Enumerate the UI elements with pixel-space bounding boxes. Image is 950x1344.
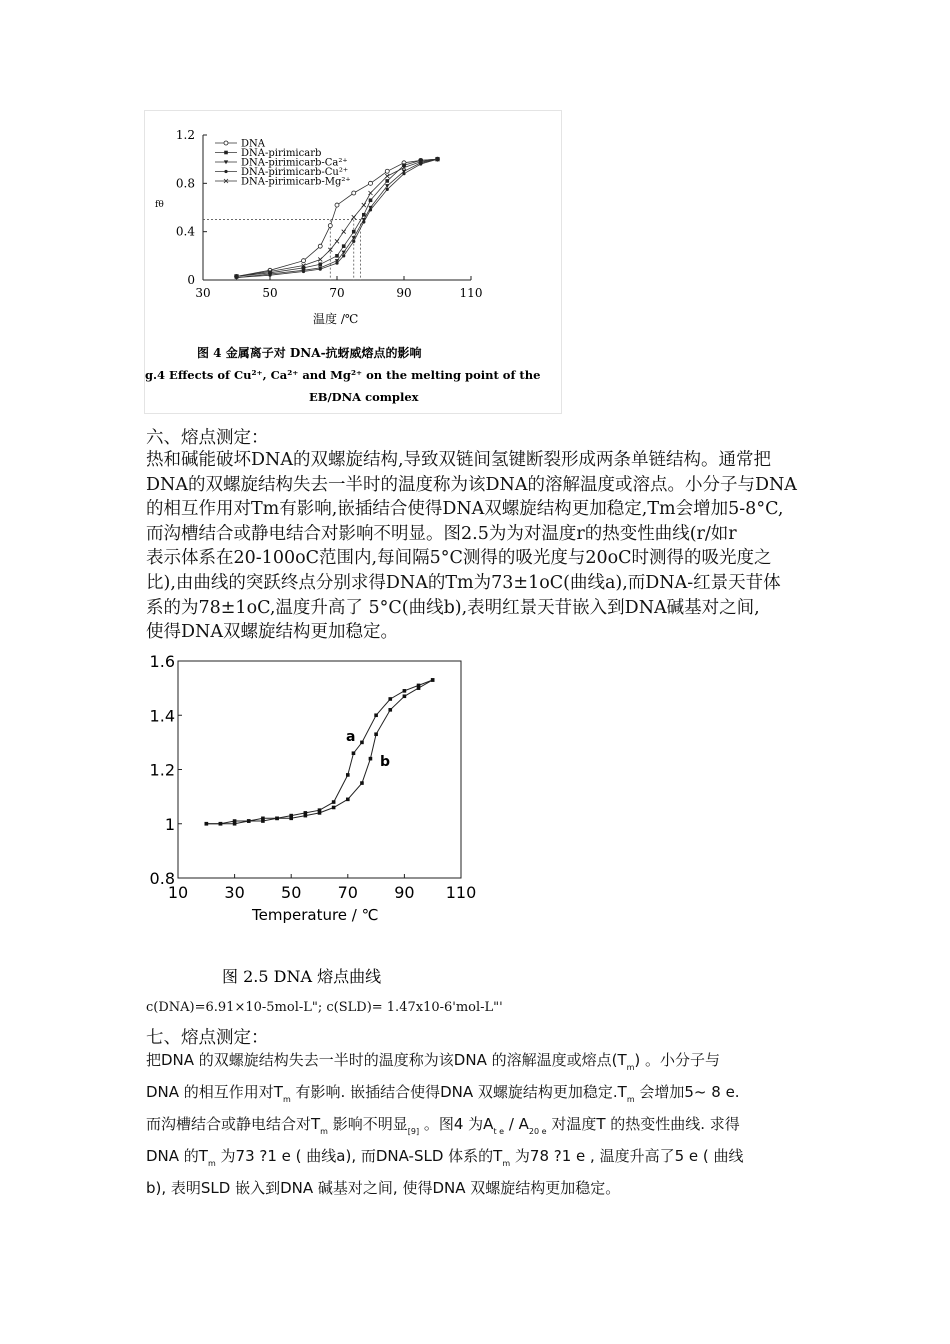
section-7-line-5: b), 表明SLD 嵌入到DNA 碱基对之间, 使得DNA 双螺旋结构更加稳定。 — [146, 1179, 621, 1197]
fig1-y-tick-label: 1.2 — [175, 128, 195, 142]
section-6-line: 使得DNA双螺旋结构更加稳定。 — [146, 622, 398, 643]
fig1-y-tick-label: 0 — [187, 273, 195, 287]
fig2-caption: 图 2.5 DNA 熔点曲线 — [222, 967, 382, 986]
section-6-line: 热和碱能破坏DNA的双螺旋结构,导致双链间氢键断裂形成两条单链结构。通常把 — [146, 450, 772, 470]
fig2-x-tick-label: 70 — [337, 883, 358, 902]
fig1-legend-label: DNA — [241, 138, 265, 150]
section-7-line-2: DNA 的相互作用对$T_m$ 有影响. 嵌插结合使得DNA 双螺旋结构更加稳定$.T_m$ 会增加5~ 8 e. — [146, 1083, 740, 1104]
fig2-xlabel: Temperature / ℃ — [252, 906, 379, 924]
fig2-data-point — [352, 751, 356, 755]
fig1-data-point — [342, 244, 346, 248]
fig1-data-point — [352, 240, 355, 243]
fig2-y-tick-label: 0.8 — [149, 869, 175, 888]
fig2-data-point — [233, 822, 237, 826]
fig2-data-point — [219, 822, 223, 826]
fig2-data-point — [369, 757, 373, 761]
fig1-legend-marker — [224, 170, 227, 173]
fig1-data-point — [369, 208, 372, 211]
fig2-x-tick-label: 10 — [167, 883, 189, 902]
fig1-data-point — [302, 259, 306, 263]
fig1-data-point — [362, 220, 365, 223]
fig2-data-point — [374, 732, 378, 736]
section-6-line: 系的为78±1oC,温度升高了 5°C(曲线b),表明红景天苷嵌入到DNA碱基对之间, — [146, 597, 760, 618]
section-6-heading: 六、熔点测定： — [146, 428, 269, 448]
fig2-data-point — [261, 819, 265, 823]
fig1-data-point — [342, 254, 345, 257]
figure-2 — [144, 650, 484, 996]
fig2-data-point — [417, 686, 421, 690]
figure-1-chart — [145, 111, 561, 413]
fig1-data-point — [385, 179, 389, 183]
fig2-data-point — [374, 713, 378, 717]
fig2-data-point — [403, 689, 407, 693]
section-7-body — [146, 1048, 826, 1201]
fig1-data-point — [335, 203, 339, 207]
figure-1 — [144, 110, 562, 414]
fig1-data-point — [362, 213, 366, 217]
fig2-label-a: a — [346, 729, 356, 745]
fig2-y-tick-label: 1 — [164, 814, 175, 834]
fig1-y-tick-label: 0.8 — [175, 176, 195, 191]
fig2-y-tick-label: 1.2 — [149, 760, 175, 780]
fig2-data-point — [332, 806, 336, 810]
fig2-data-point — [346, 798, 350, 802]
fig2-data-point — [403, 694, 407, 698]
fig2-y-tick-label: 1.6 — [149, 652, 175, 671]
fig1-x-tick-label: 70 — [329, 286, 345, 300]
fig1-data-point — [302, 270, 305, 273]
figure-2-chart — [144, 650, 484, 996]
fig2-data-point — [388, 708, 392, 712]
fig1-x-tick-label: 30 — [195, 286, 211, 300]
fig1-data-point — [369, 198, 373, 202]
fig1-y-tick-label: 0.4 — [175, 224, 195, 239]
fig1-data-point — [335, 261, 338, 264]
fig1-legend-label: DNA-pirimicarb — [241, 148, 322, 159]
section-6-line: 的相互作用对Tm有影响,嵌插结合使得DNA双螺旋结构更加稳定,Tm会增加5-8°C, — [146, 499, 784, 520]
fig1-x-tick-label: 50 — [262, 286, 278, 300]
section-7-line-3: 而沟槽结合或静电结合对$T_m$ 影响不明显$_{[9]}$ 。图4 为$A_{t e} / A_{20 e}$ 对温度T 的热变性曲线. 求得 — [146, 1115, 740, 1136]
fig1-data-point — [385, 169, 389, 173]
fig2-x-tick-label: 110 — [445, 883, 477, 902]
section-7-heading: 七、熔点测定： — [146, 1028, 269, 1048]
fig2-label-b: b — [380, 754, 391, 770]
section-6-line: 比),由曲线的突跃终点分别求得DNA的Tm为73±1oC(曲线a),而DNA-红景天苷体 — [146, 572, 781, 593]
section-6-line: DNA的双螺旋结构失去一半时的温度称为该DNA的溶解温度或溶点。小分子与DNA — [146, 474, 797, 495]
section-7-line-1: 把DNA 的双螺旋结构失去一半时的温度称为该DNA 的溶解温度或熔点$(T_m)$ 。小分子与 — [146, 1051, 721, 1072]
fig2-data-point — [360, 781, 364, 785]
concentration-line: c(DNA)=6.91×10-5mol-L"; c(SLD)= 1.47x10-6'mol-L"' — [146, 1000, 503, 1015]
fig1-x-tick-label: 110 — [459, 286, 483, 300]
fig2-data-point — [318, 811, 322, 815]
fig1-data-point — [268, 274, 271, 277]
fig1-data-point — [328, 224, 332, 228]
fig2-data-point — [332, 800, 336, 804]
fig2-x-tick-label: 30 — [224, 883, 245, 902]
fig1-x-tick-label: 90 — [396, 286, 412, 300]
fig1-legend-marker — [224, 141, 228, 145]
section-6-body — [146, 448, 826, 645]
fig1-data-point — [402, 172, 405, 175]
fig2-data-point — [289, 817, 293, 821]
fig1-xlabel: 温度 /℃ — [313, 312, 359, 326]
fig2-x-tick-label: 50 — [281, 883, 302, 902]
fig1-ylabel: fθ — [155, 200, 164, 210]
fig1-data-point — [369, 181, 373, 185]
fig2-data-point — [304, 814, 308, 818]
fig1-caption-en-2: EB/DNA complex — [309, 390, 419, 404]
fig2-data-point — [388, 697, 392, 701]
fig1-legend-label: DNA-pirimicarb-Mg²⁺ — [241, 176, 351, 188]
section-7-line-4: DNA 的$T_m$ 为73 ?1 e ( 曲线a), 而DNA-SLD 体系的$T_m$ 为78 ?1 e , 温度升高了5 e ( 曲线 — [146, 1147, 744, 1168]
fig1-legend-marker — [224, 151, 228, 155]
fig1-caption-en-1: g.4 Effects of Cu²⁺, Ca²⁺ and Mg²⁺ on the melting point of the — [145, 368, 541, 382]
fig1-data-point — [319, 268, 322, 271]
fig2-data-point — [247, 819, 251, 823]
fig2-data-point — [205, 822, 209, 826]
fig1-data-point — [318, 262, 322, 266]
fig2-data-point — [275, 817, 279, 821]
fig1-data-point — [335, 254, 339, 258]
fig2-data-point — [431, 678, 435, 682]
fig2-data-point — [360, 741, 364, 745]
section-6-line: 而沟槽结合或静电结合对影响不明显。图2.5为为对温度r的热变性曲线(r/如r — [146, 523, 737, 544]
fig1-data-point — [386, 188, 389, 191]
fig1-data-point — [352, 230, 356, 234]
fig1-data-point — [352, 191, 356, 195]
fig2-data-point — [346, 773, 350, 777]
fig1-legend-label: DNA-pirimicarb-Cu²⁺ — [241, 167, 349, 178]
fig2-y-tick-label: 1.4 — [149, 706, 175, 726]
fig1-legend-label: DNA-pirimicarb-Ca²⁺ — [241, 157, 348, 169]
section-6-line: 表示体系在20-100oC范围内,每间隔5°C测得的吸光度与20oC时测得的吸光度之 — [146, 548, 772, 569]
fig1-data-point — [318, 244, 322, 248]
fig1-caption-cn: 图 4 金属离子对 DNA-抗蚜威熔点的影响 — [197, 346, 422, 360]
fig2-x-tick-label: 90 — [394, 883, 415, 902]
